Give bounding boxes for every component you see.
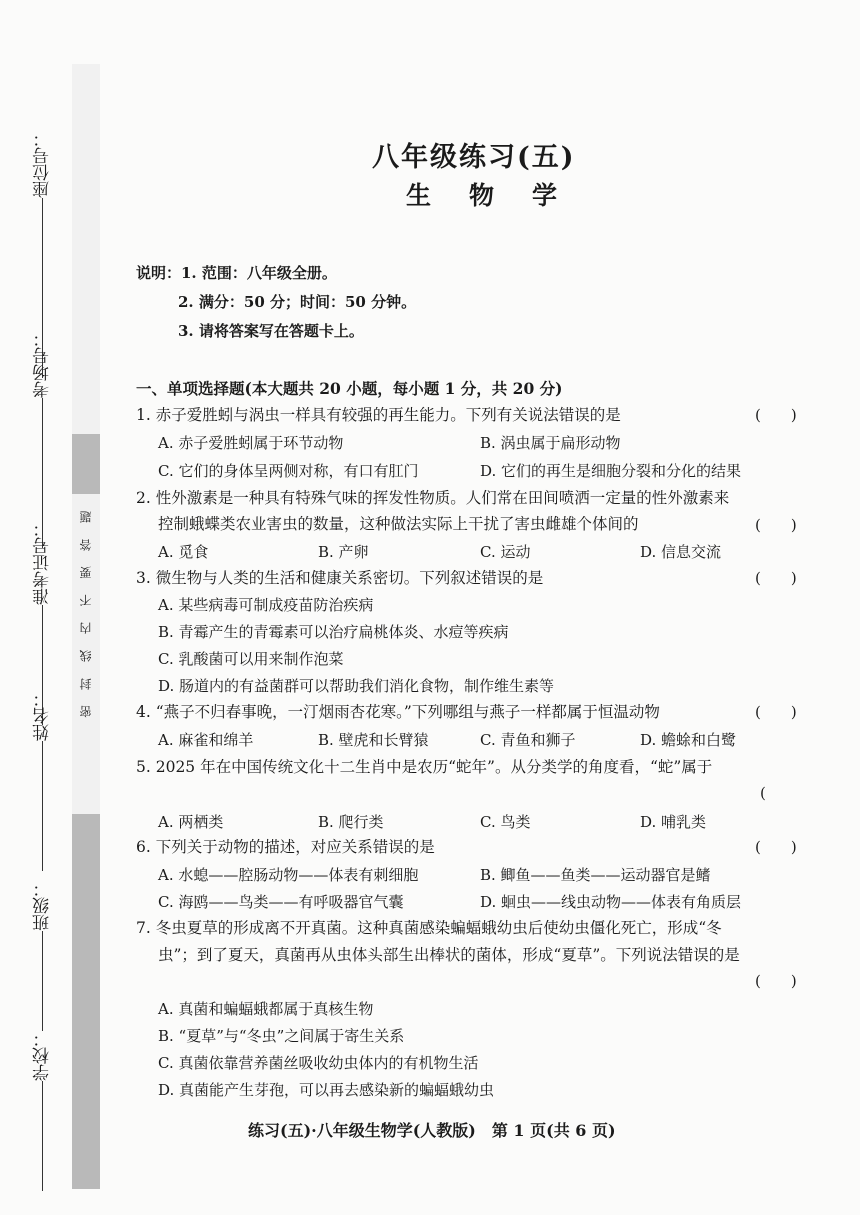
question-stem: 6. 下列关于动物的描述，对应关系错误的是 <box>136 838 435 856</box>
question-stem-cont: 控制蛾蝶类农业害虫的数量，这种做法实际上干扰了害虫雌雄个体间的 <box>158 515 639 533</box>
section-heading: 一、单项选择题(本大题共 20 小题，每小题 1 分，共 20 分) <box>136 379 563 398</box>
option-a: A. 赤子爱胜蚓属于环节动物 <box>158 434 344 452</box>
question-stem: 1. 赤子爱胜蚓与涡虫一样具有较强的再生能力。下列有关说法错误的是 <box>136 406 621 424</box>
page-footer: 练习(五)·八年级生物学(人教版) 第 1 页(共 6 页) <box>248 1121 616 1140</box>
answer-bracket: ( ) <box>755 972 797 990</box>
answer-bracket: ( ) <box>755 838 797 856</box>
option-c: C. 真菌依靠营养菌丝吸收幼虫体内的有机物生活 <box>158 1054 479 1072</box>
class-label: 班级： <box>33 880 53 931</box>
option-c: C. 青鱼和狮子 <box>480 731 576 749</box>
option-a: A. 某些病毒可制成疫苗防治疾病 <box>158 596 374 614</box>
ticket-number-label: 准考证号： <box>33 520 53 605</box>
question-stem: 5. 2025 年在中国传统文化十二生肖中是农历“蛇年”。从分类学的角度看，“蛇”属于 <box>136 758 713 776</box>
option-d: D. 它们的再生是细胞分裂和分化的结果 <box>480 462 742 480</box>
page-title: 八年级练习(五) <box>372 142 576 173</box>
option-c: C. 乳酸菌可以用来制作泡菜 <box>158 650 344 668</box>
option-a: A. 觅食 <box>158 543 209 561</box>
option-d: D. 真菌能产生芽孢，可以再去感染新的蝙蝠蛾幼虫 <box>158 1081 495 1099</box>
option-b: B. 涡虫属于扁形动物 <box>480 434 621 452</box>
option-b: B. 爬行类 <box>318 813 384 831</box>
answer-bracket: ( <box>760 784 766 802</box>
seal-line-notice: 密 封 线 内 不 要 答 题 <box>79 505 93 718</box>
option-c: C. 鸟类 <box>480 813 531 831</box>
note-line: 3. 请将答案写在答题卡上。 <box>178 322 364 340</box>
exam-room-label: 考场号： <box>33 330 53 398</box>
answer-bracket: ( ) <box>755 406 797 424</box>
option-a: A. 两栖类 <box>158 813 224 831</box>
subject-title: 生物学 <box>406 181 596 210</box>
question-stem: 7. 冬虫夏草的形成离不开真菌。这种真菌感染蝙蝠蛾幼虫后使幼虫僵化死亡，形成“冬 <box>136 919 722 937</box>
answer-bracket: ( ) <box>755 516 797 534</box>
question-stem: 3. 微生物与人类的生活和健康关系密切。下列叙述错误的是 <box>136 569 544 587</box>
option-d: D. 信息交流 <box>640 543 722 561</box>
option-d: D. 肠道内的有益菌群可以帮助我们消化食物，制作维生素等 <box>158 677 555 695</box>
option-c: C. 运动 <box>480 543 531 561</box>
option-d: D. 蟾蜍和白鹭 <box>640 731 737 749</box>
option-c: C. 它们的身体呈两侧对称，有口有肛门 <box>158 462 419 480</box>
question-stem: 4. “燕子不归春事晚，一汀烟雨杏花寒。”下列哪组与燕子一样都属于恒温动物 <box>136 703 660 721</box>
option-a: A. 麻雀和绵羊 <box>158 731 254 749</box>
option-d: D. 蛔虫——线虫动物——体表有角质层 <box>480 893 742 911</box>
question-stem-cont: 虫”；到了夏天，真菌再从虫体头部生出棒状的菌体，形成“夏草”。下列说法错误的是 <box>158 946 740 964</box>
question-stem: 2. 性外激素是一种具有特殊气味的挥发性物质。人们常在田间喷洒一定量的性外激素来 <box>136 489 730 507</box>
name-field <box>30 690 55 877</box>
note-line: 2. 满分：50 分；时间：50 分钟。 <box>178 293 417 311</box>
name-label: 姓名： <box>33 690 53 741</box>
option-a: A. 水螅——腔肠动物——体表有刺细胞 <box>158 866 419 884</box>
school-label: 学校： <box>33 1030 53 1081</box>
seat-label: 座位号： <box>33 130 53 198</box>
option-c: C. 海鸥——鸟类——有呼吸器官气囊 <box>158 893 404 911</box>
answer-bracket: ( ) <box>755 569 797 587</box>
class-field <box>30 880 55 1037</box>
option-b: B. “夏草”与“冬虫”之间属于寄生关系 <box>158 1027 405 1045</box>
option-b: B. 产卵 <box>318 543 369 561</box>
option-b: B. 鲫鱼——鱼类——运动器官是鳍 <box>480 866 711 884</box>
option-b: B. 壁虎和长臂猿 <box>318 731 429 749</box>
school-field <box>30 1030 55 1197</box>
option-d: D. 哺乳类 <box>640 813 707 831</box>
answer-bracket: ( ) <box>755 703 797 721</box>
note-line: 说明：1. 范围：八年级全册。 <box>136 264 337 282</box>
option-b: B. 青霉产生的青霉素可以治疗扁桃体炎、水痘等疾病 <box>158 623 509 641</box>
option-a: A. 真菌和蝙蝠蛾都属于真核生物 <box>158 1000 374 1018</box>
